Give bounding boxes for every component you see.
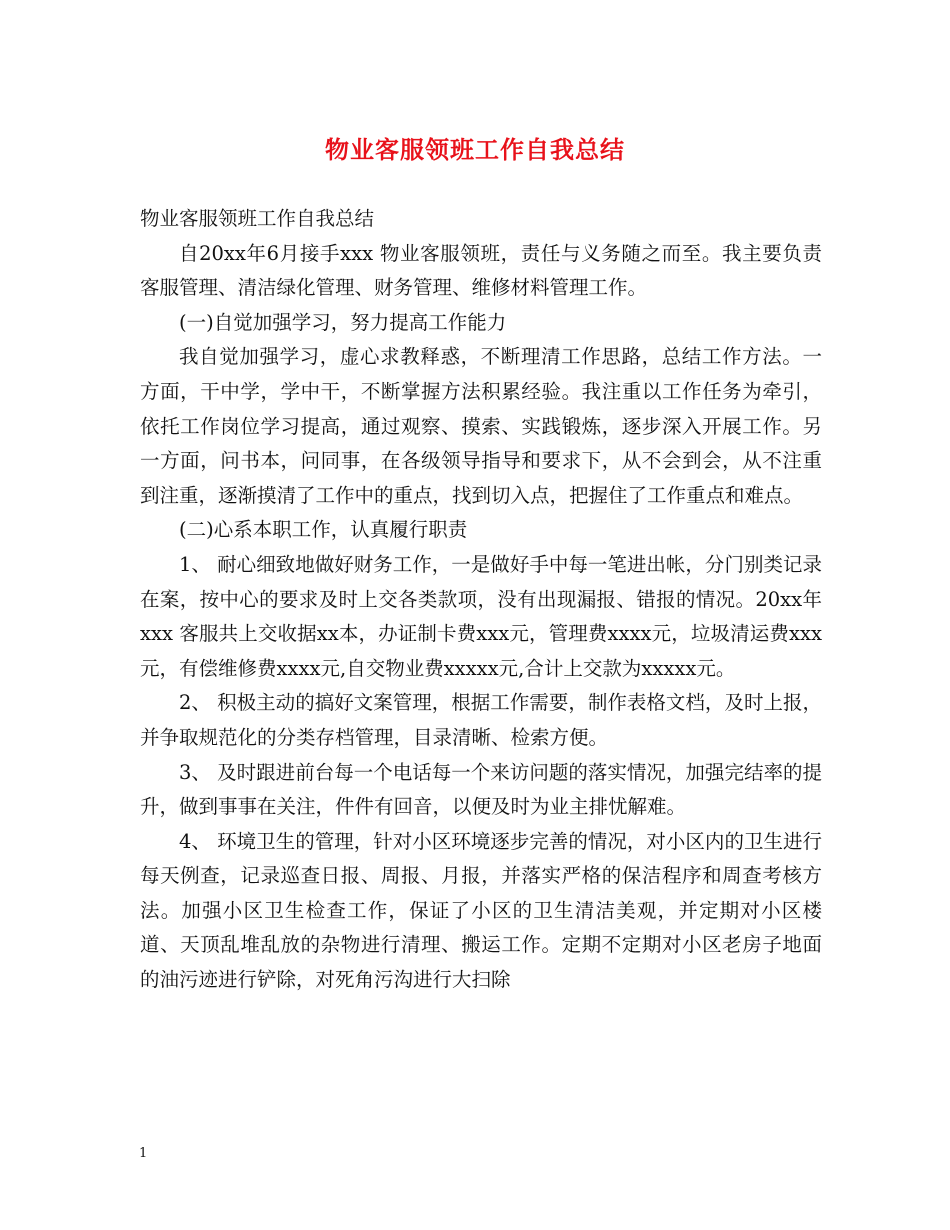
subtitle-line: 物业客服领班工作自我总结 xyxy=(140,207,375,230)
section-heading-1: (一)自觉加强学习，努力提高工作能力 xyxy=(179,310,507,334)
paragraph-item-3: 3、 及时跟进前台每一个电话每一个来访问题的落实情况，加强完结率的提升，做到事事在关注，件件有回音，以便及时为业主排忧解难。 xyxy=(140,760,822,819)
paragraph-item-4: 4、 环境卫生的管理，针对小区环境逐步完善的情况，对小区内的卫生进行每天例查，记录巡查日报、周报、月报，并落实严格的保洁程序和周查考核方法。加强小区卫生检查工作，保证了小区的卫生清洁美观，并定期对小区楼道、天顶乱堆乱放的杂物进行清理、搬运工作。定期不定期对小区老房子地面的油污迹进行铲除，对死角污沟进行大扫除 xyxy=(140,829,822,992)
paragraph-intro: 自20xx年6月接手xxx 物业客服领班，责任与义务随之而至。我主要负责客服管理、清洁绿化管理、财务管理、维修材料管理工作。 xyxy=(140,241,822,300)
page-number: 1 xyxy=(139,1146,148,1161)
paragraph-item-1: 1、 耐心细致地做好财务工作，一是做好手中每一笔进出帐，分门别类记录在案，按中心的要求及时上交各类款项，没有出现漏报、错报的情况。20xx年xxx 客服共上交收据xx本，办证制卡费xxx元，管理费xxxx元，垃圾清运费xxx元，有偿维修费xxxx元,自交物业费xxxxx元,合计上交款为xxxxx元。 xyxy=(140,552,822,680)
paragraph-item-2: 2、 积极主动的搞好文案管理，根据工作需要，制作表格文档，及时上报，并争取规范化的分类存档管理，目录清晰、检索方便。 xyxy=(140,691,822,749)
document-title: 物业客服领班工作自我总结 xyxy=(325,135,625,164)
section-heading-2: (二)心系本职工作，认真履行职责 xyxy=(179,518,468,542)
paragraph-learning: 我自觉加强学习，虚心求教释惑，不断理清工作思路，总结工作方法。一方面，干中学，学中干，不断掌握方法积累经验。我注重以工作任务为牵引，依托工作岗位学习提高，通过观察、摸索、实践锻炼，逐步深入开展工作。另一方面，问书本，问同事，在各级领导指导和要求下，从不会到会，从不注重到注重，逐渐摸清了工作中的重点，找到切入点，把握住了工作重点和难点。 xyxy=(140,345,822,507)
document-body xyxy=(140,202,822,998)
